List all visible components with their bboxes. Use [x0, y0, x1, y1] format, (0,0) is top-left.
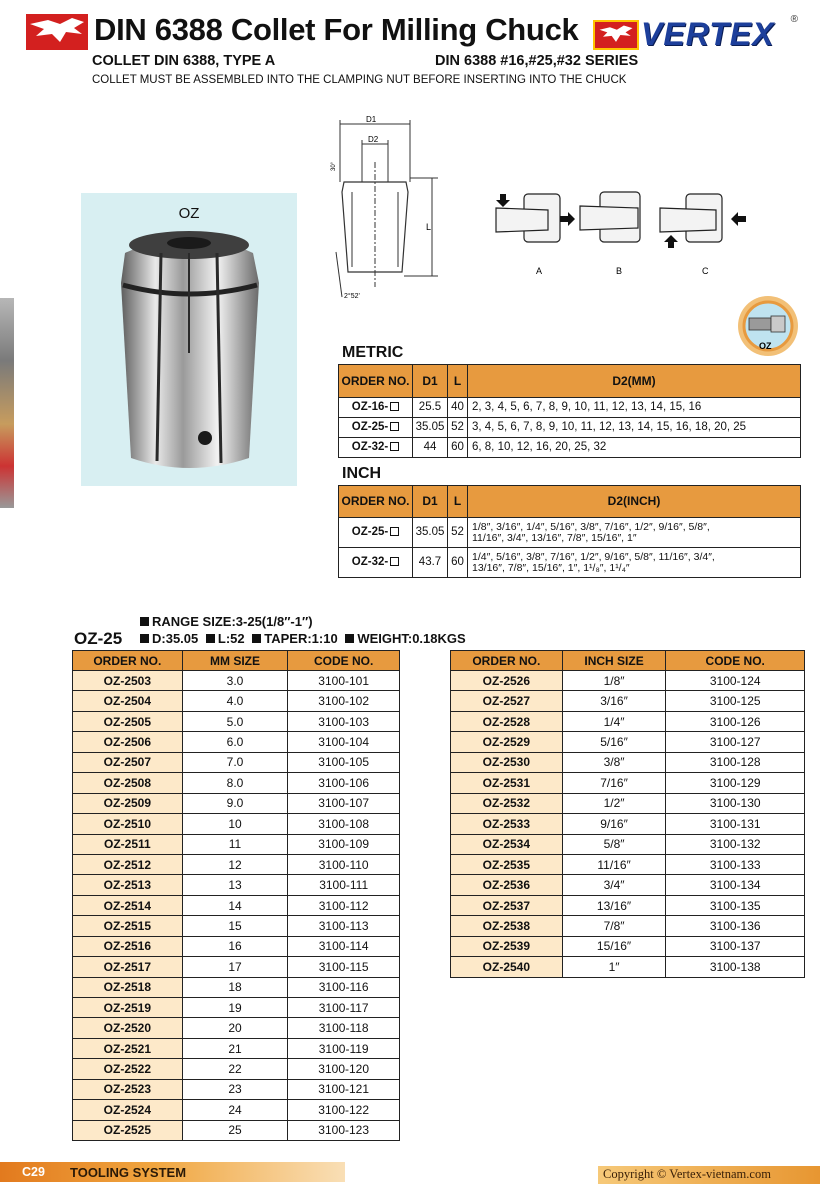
- mm-row: [73, 793, 400, 813]
- inch-list-size: 13/16″: [562, 895, 666, 915]
- mm-size: 16: [182, 936, 288, 956]
- mm-code-no: 3100-120: [288, 1059, 400, 1079]
- mm-order-no: OZ-2522: [73, 1059, 183, 1079]
- metric-table: [338, 364, 801, 458]
- spec-taper: TAPER:1:10: [264, 631, 338, 646]
- inch-list-code-no: 3100-137: [666, 936, 805, 956]
- mm-row: [73, 916, 400, 936]
- mm-code-no: 3100-112: [288, 895, 400, 915]
- inch-table: [338, 485, 801, 578]
- inch-order: OZ-32-: [351, 556, 389, 568]
- mm-size: 10: [182, 814, 288, 834]
- mm-size: 19: [182, 998, 288, 1018]
- metric-header-d2: D2(MM): [468, 365, 801, 398]
- inch-list-code-no: 3100-134: [666, 875, 805, 895]
- bullet-icon: [140, 634, 149, 643]
- mm-size: 22: [182, 1059, 288, 1079]
- mm-row: [73, 895, 400, 915]
- inch-list-size: 3/8″: [562, 752, 666, 772]
- copyright-text: Copyright © Vertex-vietnam.com: [603, 1167, 771, 1181]
- inch-list-row: [451, 957, 805, 977]
- inch-list-row: [451, 691, 805, 711]
- inch-list-size: 5/16″: [562, 732, 666, 752]
- mm-row: [73, 732, 400, 752]
- eagle-icon: [595, 22, 637, 48]
- mm-code-no: 3100-106: [288, 773, 400, 793]
- mm-row: [73, 998, 400, 1018]
- inch-list-code-no: 3100-130: [666, 793, 805, 813]
- metric-row: [339, 418, 801, 438]
- mm-order-no: OZ-2515: [73, 916, 183, 936]
- mm-size: 8.0: [182, 773, 288, 793]
- mm-code-no: 3100-101: [288, 671, 400, 691]
- brand-emblem: [593, 20, 639, 50]
- mm-code-no: 3100-102: [288, 691, 400, 711]
- spec-l: L:52: [217, 631, 245, 646]
- inch-list-code-no: 3100-133: [666, 854, 805, 874]
- inch-list-order-no: OZ-2535: [451, 854, 563, 874]
- mm-row: [73, 1018, 400, 1038]
- mm-size: 9.0: [182, 793, 288, 813]
- inch-list-order-no: OZ-2526: [451, 671, 563, 691]
- edge-thumbnails: [0, 298, 14, 508]
- diagram-label-b: B: [616, 266, 623, 276]
- bullet-icon: [140, 617, 149, 626]
- checkbox-icon: [390, 422, 399, 431]
- checkbox-icon: [390, 557, 399, 566]
- inch-list-code-no: 3100-135: [666, 895, 805, 915]
- inch-list-order-no: OZ-2539: [451, 936, 563, 956]
- mm-code-no: 3100-111: [288, 875, 400, 895]
- inch-list-size: 5/8″: [562, 834, 666, 854]
- inch-d1: 35.05: [413, 518, 448, 548]
- mm-row: [73, 1100, 400, 1120]
- mm-row: [73, 691, 400, 711]
- spec-d: D:35.05: [152, 631, 199, 646]
- mm-order-no: OZ-2513: [73, 875, 183, 895]
- inch-size-table: [450, 650, 805, 978]
- dim-taper: 2°52': [344, 293, 360, 300]
- metric-row: [339, 438, 801, 458]
- mm-code-no: 3100-113: [288, 916, 400, 936]
- subtitle-series: DIN 6388 #16,#25,#32 SERIES: [435, 53, 639, 69]
- inch-list-order-no: OZ-2530: [451, 752, 563, 772]
- inch-d2-line1: 1/8″, 3/16″, 1/4″, 5/16″, 3/8″, 7/16″, 1/2″, 9/16″, 5/8″,: [472, 521, 710, 533]
- mm-row: [73, 957, 400, 977]
- mm-size: 18: [182, 977, 288, 997]
- mm-row: [73, 834, 400, 854]
- mm-row: [73, 752, 400, 772]
- inch-list-code-no: 3100-126: [666, 711, 805, 731]
- inch-list-row: [451, 834, 805, 854]
- metric-header-l: L: [448, 365, 468, 398]
- photo-label: OZ: [178, 205, 200, 222]
- page-number: C29: [22, 1165, 45, 1179]
- mm-order-no: OZ-2520: [73, 1018, 183, 1038]
- metric-row: [339, 398, 801, 418]
- metric-l: 60: [448, 438, 468, 458]
- inch-list-row: [451, 814, 805, 834]
- metric-d2: 2, 3, 4, 5, 6, 7, 8, 9, 10, 11, 12, 13, 14, 15, 16: [468, 398, 801, 418]
- mm-order-no: OZ-2509: [73, 793, 183, 813]
- eagle-logo: [26, 14, 88, 50]
- inch-l: 52: [448, 518, 468, 548]
- mm-size: 23: [182, 1079, 288, 1099]
- mm-code-no: 3100-109: [288, 834, 400, 854]
- mm-order-no: OZ-2511: [73, 834, 183, 854]
- mm-order-no: OZ-2507: [73, 752, 183, 772]
- mm-order-no: OZ-2503: [73, 671, 183, 691]
- mm-code-no: 3100-118: [288, 1018, 400, 1038]
- inch-header-order: ORDER NO.: [339, 486, 413, 518]
- inch-order: OZ-25-: [351, 526, 389, 538]
- inch-list-size: 11/16″: [562, 854, 666, 874]
- checkbox-icon: [390, 527, 399, 536]
- mm-row: [73, 1038, 400, 1058]
- inch-list-header-order: ORDER NO.: [451, 651, 563, 671]
- mm-code-no: 3100-123: [288, 1120, 400, 1140]
- dim-d1: D1: [366, 115, 377, 124]
- inch-list-row: [451, 732, 805, 752]
- inch-d2-line1: 1/4″, 5/16″, 3/8″, 7/16″, 1/2″, 9/16″, 5/8″, 11/16″, 3/4″,: [472, 551, 715, 563]
- mm-size: 21: [182, 1038, 288, 1058]
- inch-header-l: L: [448, 486, 468, 518]
- metric-order: OZ-25-: [351, 421, 389, 433]
- mm-size-table: [72, 650, 400, 1141]
- mm-code-no: 3100-103: [288, 711, 400, 731]
- dim-l: L: [426, 222, 432, 232]
- mm-row: [73, 1059, 400, 1079]
- inch-list-row: [451, 936, 805, 956]
- inch-d2-line2: 13/16″, 7/8″, 15/16″, 1″, 1¹/₈″, 1¹/₄″: [472, 561, 630, 574]
- inch-spec-row: [339, 548, 801, 578]
- checkbox-icon: [390, 402, 399, 411]
- inch-list-row: [451, 895, 805, 915]
- inch-list-size: 1/4″: [562, 711, 666, 731]
- mm-row: [73, 936, 400, 956]
- inch-list-order-no: OZ-2532: [451, 793, 563, 813]
- mm-header-order: ORDER NO.: [73, 651, 183, 671]
- inch-list-order-no: OZ-2536: [451, 875, 563, 895]
- inch-list-code-no: 3100-124: [666, 671, 805, 691]
- mm-code-no: 3100-105: [288, 752, 400, 772]
- inch-header-d1: D1: [413, 486, 448, 518]
- metric-order: OZ-32-: [351, 441, 389, 453]
- inch-list-size: 3/4″: [562, 875, 666, 895]
- metric-order: OZ-16-: [351, 401, 389, 413]
- mm-code-no: 3100-110: [288, 854, 400, 874]
- mm-code-no: 3100-115: [288, 957, 400, 977]
- checkbox-icon: [390, 442, 399, 451]
- metric-d2: 6, 8, 10, 12, 16, 20, 25, 32: [468, 438, 801, 458]
- subtitle-type: COLLET DIN 6388, TYPE A: [92, 53, 276, 69]
- brand-name: VERTEX: [641, 16, 775, 52]
- inch-list-size: 1/8″: [562, 671, 666, 691]
- mm-header-code: CODE NO.: [288, 651, 400, 671]
- mm-size: 5.0: [182, 711, 288, 731]
- bullet-icon: [345, 634, 354, 643]
- diagram-label-c: C: [702, 266, 709, 276]
- inch-list-size: 1″: [562, 957, 666, 977]
- inch-list-order-no: OZ-2527: [451, 691, 563, 711]
- oz25-title: OZ-25: [74, 629, 123, 648]
- mm-code-no: 3100-119: [288, 1038, 400, 1058]
- mm-order-no: OZ-2517: [73, 957, 183, 977]
- dim-angle: 30°: [331, 161, 337, 171]
- mm-row: [73, 814, 400, 834]
- metric-label: METRIC: [342, 344, 404, 361]
- inch-list-code-no: 3100-136: [666, 916, 805, 936]
- spec-weight: WEIGHT:0.18KGS: [357, 631, 466, 646]
- oz-badge: [735, 294, 801, 358]
- inch-list-size: 15/16″: [562, 936, 666, 956]
- registered-mark: ®: [790, 14, 798, 25]
- mm-size: 13: [182, 875, 288, 895]
- inch-list-row: [451, 854, 805, 874]
- inch-label: INCH: [342, 465, 382, 482]
- mm-code-no: 3100-114: [288, 936, 400, 956]
- mm-code-no: 3100-108: [288, 814, 400, 834]
- mm-size: 25: [182, 1120, 288, 1140]
- eagle-icon: [26, 14, 88, 50]
- mm-code-no: 3100-117: [288, 998, 400, 1018]
- brand-logo: [593, 14, 798, 52]
- mm-row: [73, 875, 400, 895]
- mm-size: 3.0: [182, 671, 288, 691]
- mm-order-no: OZ-2521: [73, 1038, 183, 1058]
- inch-list-size: 1/2″: [562, 793, 666, 813]
- mm-code-no: 3100-121: [288, 1079, 400, 1099]
- inch-list-code-no: 3100-129: [666, 773, 805, 793]
- metric-d2: 3, 4, 5, 6, 7, 8, 9, 10, 11, 12, 13, 14, 15, 16, 18, 20, 25: [468, 418, 801, 438]
- footer-section: TOOLING SYSTEM: [70, 1165, 187, 1180]
- range-info: [140, 614, 313, 629]
- inch-list-order-no: OZ-2531: [451, 773, 563, 793]
- inch-d1: 43.7: [413, 548, 448, 578]
- inch-spec-row: [339, 518, 801, 548]
- dim-d2: D2: [368, 135, 379, 144]
- inch-list-code-no: 3100-138: [666, 957, 805, 977]
- mm-order-no: OZ-2525: [73, 1120, 183, 1140]
- inch-list-code-no: 3100-127: [666, 732, 805, 752]
- inch-list-row: [451, 773, 805, 793]
- bullet-icon: [206, 634, 215, 643]
- bullet-icon: [252, 634, 261, 643]
- mm-code-no: 3100-104: [288, 732, 400, 752]
- inch-list-row: [451, 671, 805, 691]
- mm-size: 24: [182, 1100, 288, 1120]
- inch-header-d2: D2(INCH): [468, 486, 801, 518]
- mm-order-no: OZ-2519: [73, 998, 183, 1018]
- inch-list-row: [451, 711, 805, 731]
- inch-list-order-no: OZ-2537: [451, 895, 563, 915]
- spec-info: [140, 631, 466, 646]
- mm-order-no: OZ-2505: [73, 711, 183, 731]
- inch-list-row: [451, 752, 805, 772]
- badge-label: OZ: [759, 341, 772, 351]
- mm-code-no: 3100-116: [288, 977, 400, 997]
- mm-row: [73, 1079, 400, 1099]
- inch-list-row: [451, 875, 805, 895]
- inch-list-code-no: 3100-132: [666, 834, 805, 854]
- mm-header-size: MM SIZE: [182, 651, 288, 671]
- mm-order-no: OZ-2512: [73, 854, 183, 874]
- metric-d1: 44: [413, 438, 448, 458]
- mm-order-no: OZ-2510: [73, 814, 183, 834]
- collet-image: [81, 193, 297, 486]
- mm-order-no: OZ-2524: [73, 1100, 183, 1120]
- inch-list-code-no: 3100-128: [666, 752, 805, 772]
- metric-l: 52: [448, 418, 468, 438]
- inch-list-code-no: 3100-125: [666, 691, 805, 711]
- inch-list-order-no: OZ-2533: [451, 814, 563, 834]
- mm-code-no: 3100-122: [288, 1100, 400, 1120]
- inch-d2-line2: 11/16″, 3/4″, 13/16″, 7/8″, 15/16″, 1″: [472, 531, 637, 544]
- inch-list-order-no: OZ-2538: [451, 916, 563, 936]
- mm-order-no: OZ-2516: [73, 936, 183, 956]
- mm-size: 12: [182, 854, 288, 874]
- mm-order-no: OZ-2508: [73, 773, 183, 793]
- inch-list-header-code: CODE NO.: [666, 651, 805, 671]
- dimension-drawing: [322, 112, 444, 302]
- mm-size: 14: [182, 895, 288, 915]
- mm-order-no: OZ-2518: [73, 977, 183, 997]
- mm-size: 20: [182, 1018, 288, 1038]
- inch-list-order-no: OZ-2529: [451, 732, 563, 752]
- inch-list-order-no: OZ-2540: [451, 957, 563, 977]
- mm-code-no: 3100-107: [288, 793, 400, 813]
- mm-row: [73, 711, 400, 731]
- inch-list-code-no: 3100-131: [666, 814, 805, 834]
- mm-order-no: OZ-2506: [73, 732, 183, 752]
- mm-size: 6.0: [182, 732, 288, 752]
- diagram-label-a: A: [536, 266, 543, 276]
- mm-row: [73, 854, 400, 874]
- mm-order-no: OZ-2504: [73, 691, 183, 711]
- inch-list-size: 9/16″: [562, 814, 666, 834]
- mm-size: 11: [182, 834, 288, 854]
- inch-list-row: [451, 916, 805, 936]
- inch-l: 60: [448, 548, 468, 578]
- metric-header-order: ORDER NO.: [339, 365, 413, 398]
- inch-list-size: 7/16″: [562, 773, 666, 793]
- mm-size: 15: [182, 916, 288, 936]
- mm-row: [73, 1120, 400, 1140]
- inch-list-order-no: OZ-2534: [451, 834, 563, 854]
- range-size: RANGE SIZE:3-25(1/8″-1″): [152, 614, 313, 629]
- metric-l: 40: [448, 398, 468, 418]
- mm-order-no: OZ-2523: [73, 1079, 183, 1099]
- inch-list-order-no: OZ-2528: [451, 711, 563, 731]
- assembly-diagram: [488, 180, 750, 280]
- metric-header-d1: D1: [413, 365, 448, 398]
- mm-size: 4.0: [182, 691, 288, 711]
- mm-size: 7.0: [182, 752, 288, 772]
- metric-d1: 35.05: [413, 418, 448, 438]
- mm-row: [73, 671, 400, 691]
- page-title: DIN 6388 Collet For Milling Chuck: [94, 12, 579, 47]
- inch-list-header-size: INCH SIZE: [562, 651, 666, 671]
- product-photo: [81, 193, 297, 486]
- inch-list-row: [451, 793, 805, 813]
- metric-d1: 25.5: [413, 398, 448, 418]
- mm-size: 17: [182, 957, 288, 977]
- inch-list-size: 7/8″: [562, 916, 666, 936]
- assembly-note: COLLET MUST BE ASSEMBLED INTO THE CLAMPING NUT BEFORE INSERTING INTO THE CHUCK: [92, 74, 627, 86]
- inch-list-size: 3/16″: [562, 691, 666, 711]
- mm-order-no: OZ-2514: [73, 895, 183, 915]
- mm-row: [73, 977, 400, 997]
- mm-row: [73, 773, 400, 793]
